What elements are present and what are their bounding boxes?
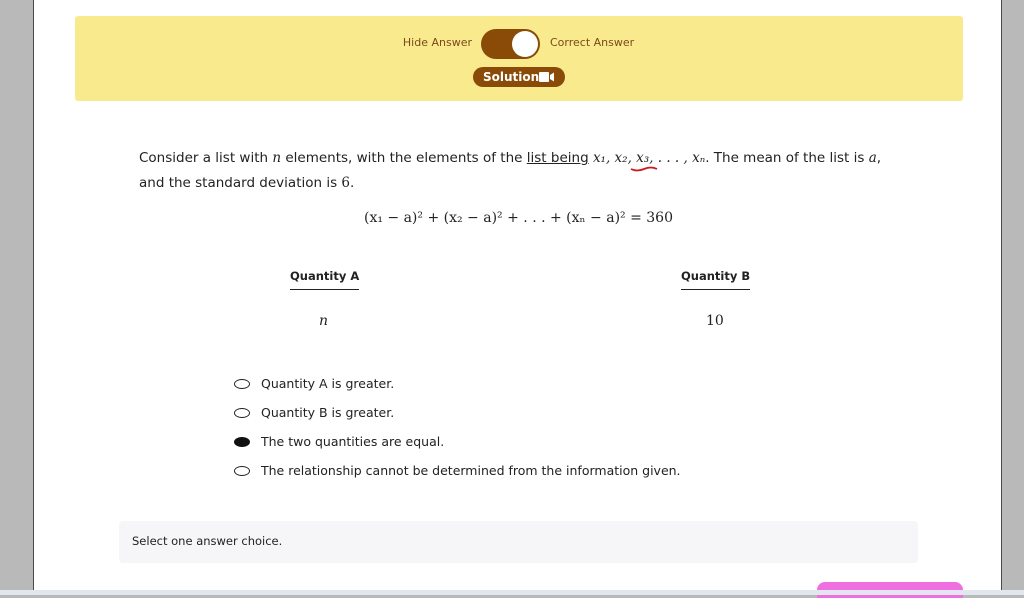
question-page — [33, 0, 1002, 590]
video-camera-icon — [539, 72, 555, 82]
bottom-bar — [0, 590, 1024, 595]
radio-button[interactable] — [234, 379, 250, 389]
radio-button[interactable] — [234, 466, 250, 476]
hide-answer-label[interactable]: Hide Answer — [402, 36, 472, 49]
spellcheck-squiggle — [630, 166, 658, 172]
choice-label[interactable]: The two quantities are equal. — [261, 434, 445, 449]
variable-n: n — [272, 150, 282, 166]
solution-button-label: Solution — [483, 70, 540, 84]
radio-button[interactable] — [234, 408, 250, 418]
quantity-a-heading: Quantity A — [290, 269, 359, 290]
choice-label[interactable]: The relationship cannot be determined from the information given. — [261, 463, 681, 478]
instructions-text: Select one answer choice. — [132, 534, 283, 548]
problem-text: . — [350, 175, 355, 191]
solution-button[interactable] — [473, 67, 565, 87]
standard-deviation-value: 6 — [341, 175, 351, 191]
list-elements-math: x₁, x₂, x₃, . . . , xₙ — [592, 150, 706, 166]
choice-label[interactable]: Quantity B is greater. — [261, 405, 395, 420]
instructions-box — [119, 521, 918, 563]
answer-toggle-switch[interactable] — [481, 29, 540, 59]
problem-text: Consider a list with — [139, 150, 273, 166]
toggle-knob — [512, 31, 538, 57]
underlined-phrase: list being — [526, 150, 589, 166]
problem-statement — [139, 146, 919, 196]
choice-label[interactable]: Quantity A is greater. — [261, 376, 395, 391]
quantity-a-value: n — [319, 313, 329, 329]
sum-of-squares-equation: (x₁ − a)² + (x₂ − a)² + . . . + (xₙ − a)² = 360 — [363, 210, 673, 226]
answer-toggle-row — [75, 29, 963, 59]
problem-text: , — [876, 150, 882, 166]
quantity-b-heading: Quantity B — [681, 269, 750, 290]
problem-text: elements, with the elements of the — [281, 150, 527, 166]
radio-button-selected[interactable] — [234, 437, 250, 447]
variable-a: a — [868, 150, 877, 166]
correct-answer-label[interactable]: Correct Answer — [550, 36, 635, 49]
quantity-b-value: 10 — [706, 313, 724, 329]
answer-panel — [75, 16, 963, 101]
problem-text: and the standard deviation is — [139, 175, 342, 191]
problem-text: . The mean of the list is — [705, 150, 869, 166]
